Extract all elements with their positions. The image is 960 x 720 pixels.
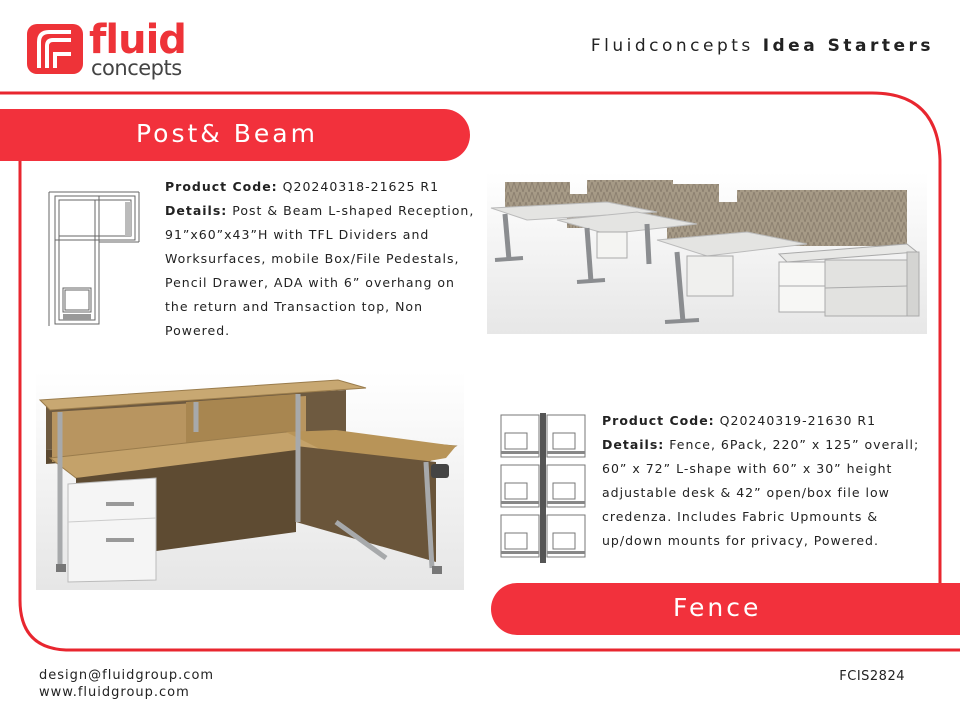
page-title <box>591 36 934 56</box>
footer-contact <box>39 667 214 701</box>
product-code-label: Product Code: <box>602 413 715 428</box>
page-title-main: Idea Starters <box>762 36 934 56</box>
logo-word-concepts: concepts <box>91 56 182 80</box>
product-photo-reception-desk <box>36 372 464 590</box>
section-banner-post-beam <box>0 109 470 161</box>
floor-plan-fence <box>497 413 589 565</box>
product-description-fence <box>602 409 932 553</box>
floor-plan-reception <box>47 190 143 330</box>
fluid-logo-mark-icon <box>27 24 83 74</box>
details-text: Fence, 6Pack, 220” x 125” overall; 60” x 72” L-shape with 60” x 30” height adjustable desk & 42” open/box file low credenza. Includes Fabric Upmounts & up/down mounts for privacy, Powered. <box>602 437 920 548</box>
footer-website-link[interactable]: www.fluidgroup.com <box>39 685 190 700</box>
product-code-value: Q20240318-21625 R1 <box>282 179 440 194</box>
product-code-label: Product Code: <box>165 179 278 194</box>
details-text: Post & Beam L-shaped Reception, 91”x60”x43”H with TFL Dividers and Worksurfaces, mobile Box/File Pedestals, Pencil Drawer, ADA with 6” overhang on the return and Transaction top, Non Powered. <box>165 203 475 338</box>
page-title-prefix: Fluidconcepts <box>590 36 754 56</box>
footer-document-code: FCIS2824 <box>839 669 905 684</box>
banner-label: Post& Beam <box>136 119 318 148</box>
product-code-value: Q20240319-21630 R1 <box>719 413 877 428</box>
product-description-post-beam <box>165 175 475 343</box>
logo-word-fluid: fluid <box>89 17 186 63</box>
banner-label: Fence <box>673 593 762 622</box>
details-label: Details: <box>165 203 228 218</box>
details-label: Details: <box>602 437 665 452</box>
fluid-logo <box>27 17 187 82</box>
section-banner-fence <box>491 583 960 635</box>
footer-email-link[interactable]: design@fluidgroup.com <box>39 668 215 683</box>
product-photo-fence-workstations <box>487 172 927 334</box>
